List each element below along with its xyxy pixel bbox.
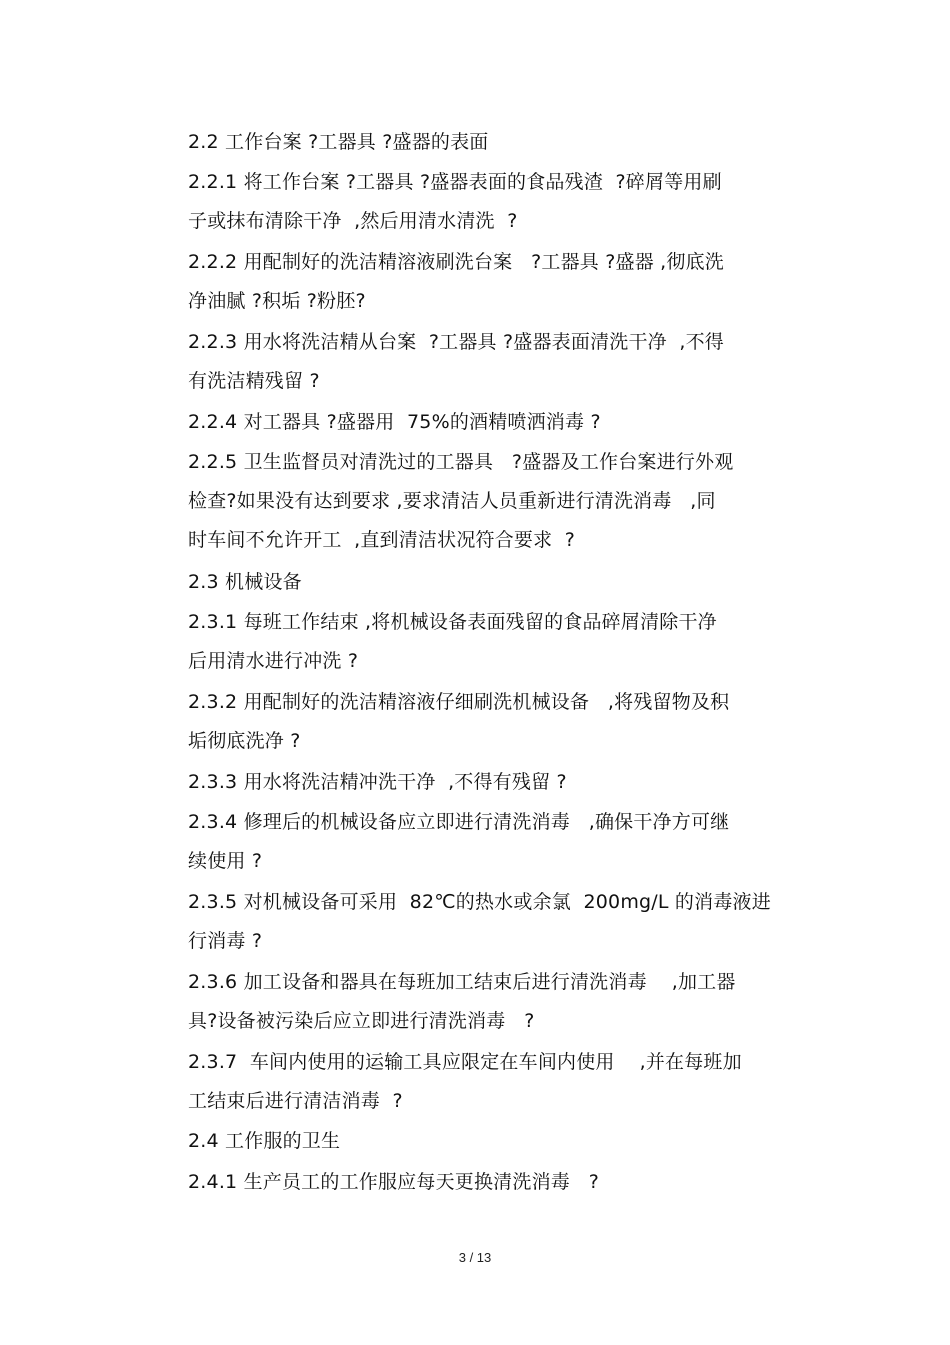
text-line: 工结束后进行清洁消毒 ? — [188, 1090, 403, 1112]
text-line: 2.2.2 用配制好的洗洁精溶液刷洗台案 ?工器具 ?盛器 ,彻底洗 — [188, 251, 724, 273]
text-line: 2.3.1 每班工作结束 ,将机械设备表面残留的食品碎屑清除干净 — [188, 611, 717, 633]
heading-2-3: 2.3 机械设备 — [188, 571, 302, 593]
text-line: 垢彻底洗净 ? — [188, 730, 301, 752]
text-line: 2.3.2 用配制好的洗洁精溶液仔细刷洗机械设备 ,将残留物及积 — [188, 691, 730, 713]
text-line: 续使用 ? — [188, 850, 263, 872]
text-line: 2.3.5 对机械设备可采用 82℃的热水或余氯 200mg/L 的消毒液进 — [188, 891, 771, 913]
text-line: 2.3.6 加工设备和器具在每班加工结束后进行清洗消毒 ,加工器 — [188, 971, 736, 993]
text-line: 2.2.5 卫生监督员对清洗过的工器具 ?盛器及工作台案进行外观 — [188, 451, 734, 473]
text-line: 2.2.4 对工器具 ?盛器用 75%的酒精喷洒消毒 ? — [188, 411, 601, 433]
text-line: 行消毒 ? — [188, 930, 263, 952]
text-line: 2.2.1 将工作台案 ?工器具 ?盛器表面的食品残渣 ?碎屑等用刷 — [188, 171, 722, 193]
text-line: 时车间不允许开工 ,直到清洁状况符合要求 ? — [188, 529, 576, 551]
text-line: 2.2.3 用水将洗洁精从台案 ?工器具 ?盛器表面清洗干净 ,不得 — [188, 331, 724, 353]
text-line: 检查?如果没有达到要求 ,要求清洁人员重新进行清洗消毒 ,同 — [188, 490, 716, 512]
text-line: 净油腻 ?积垢 ?粉胚? — [188, 290, 366, 312]
text-line: 2.3.4 修理后的机械设备应立即进行清洗消毒 ,确保干净方可继 — [188, 811, 730, 833]
page-number: 3 / 13 — [458, 1250, 492, 1265]
text-line: 2.4.1 生产员工的工作服应每天更换清洗消毒 ? — [188, 1171, 599, 1193]
text-line: 子或抹布清除干净 ,然后用清水清洗 ? — [188, 210, 518, 232]
heading-2-2: 2.2 工作台案 ?工器具 ?盛器的表面 — [188, 131, 489, 153]
heading-2-4: 2.4 工作服的卫生 — [188, 1130, 341, 1152]
text-line: 后用清水进行冲洗 ? — [188, 650, 359, 672]
text-line: 2.3.3 用水将洗洁精冲洗干净 ,不得有残留 ? — [188, 771, 567, 793]
text-line: 2.3.7 车间内使用的运输工具应限定在车间内使用 ,并在每班加 — [188, 1051, 742, 1073]
text-line: 有洗洁精残留 ? — [188, 370, 320, 392]
text-line: 具?设备被污染后应立即进行清洗消毒 ? — [188, 1010, 535, 1032]
